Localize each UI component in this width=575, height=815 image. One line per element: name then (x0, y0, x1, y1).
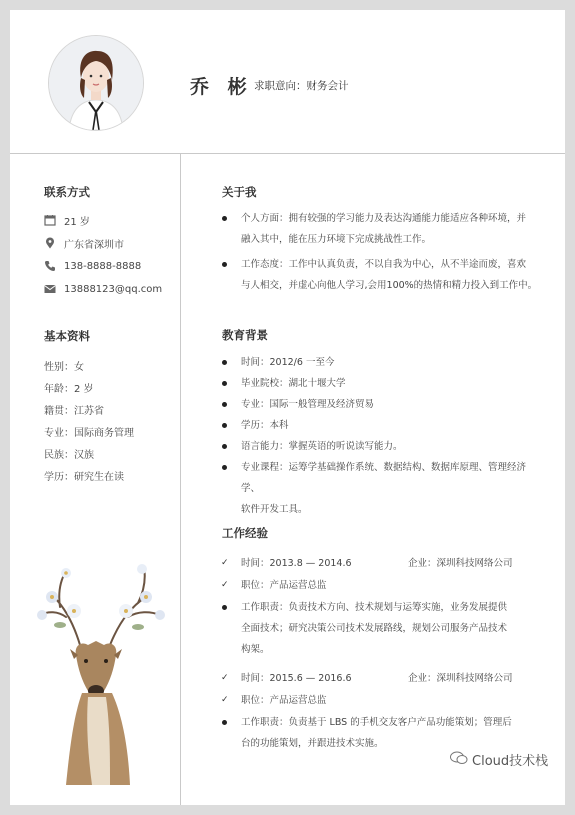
bullet-dot (222, 444, 227, 449)
job-2-duty (222, 712, 542, 754)
job-1-duty-line2: 全面技术；研究决策公司技术发展路线，规划公司服务产品技术 (241, 623, 508, 634)
basic-info-section-title: 基本资料 (44, 329, 90, 343)
email-icon (44, 283, 56, 295)
education-item-courses (222, 457, 542, 520)
about-section-title: 关于我 (222, 185, 257, 199)
job-1-time-row (222, 553, 542, 574)
contact-email: 13888123@qq.com (64, 283, 163, 295)
job-1-position-row (222, 575, 542, 596)
contact-item-age (44, 212, 90, 228)
education-item-time (222, 352, 542, 373)
job-2-company: 企业：深圳科技网络公司 (408, 673, 513, 684)
education-language: 语言能力：掌握英语的听说读写能力。 (241, 441, 403, 452)
checkmark-icon: ✓ (221, 580, 229, 590)
education-item-major (222, 394, 542, 415)
contact-section-title: 联系方式 (44, 185, 90, 199)
education-courses-line2: 软件开发工具。 (241, 504, 308, 515)
education-degree: 学历：本科 (241, 420, 289, 431)
bullet-dot (222, 423, 227, 428)
column-divider (180, 154, 181, 805)
job-1-duty-line3: 构架。 (241, 644, 270, 655)
education-item-language (222, 436, 542, 457)
contact-item-email (44, 281, 162, 297)
education-section-title: 教育背景 (222, 328, 268, 342)
job-1-company: 企业：深圳科技网络公司 (408, 558, 513, 569)
checkmark-icon: ✓ (221, 695, 229, 705)
wechat-icon (450, 751, 468, 769)
education-courses-line1: 专业课程：运筹学基础操作系统、数据结构、数据库原理、管理经济学、 (241, 462, 527, 494)
education-item-school (222, 373, 542, 394)
job-2-time: 时间：2015.6 — 2016.6 (241, 673, 352, 684)
bullet-dot (222, 720, 227, 725)
job-intent: 求职意向：财务会计 (254, 80, 349, 92)
about-item-attitude (222, 254, 542, 296)
checkmark-icon: ✓ (221, 673, 229, 683)
profile-photo (48, 35, 144, 131)
job-2-time-row (222, 668, 542, 689)
basic-info-major: 专业：国际商务管理 (44, 428, 134, 439)
resume-header (10, 10, 565, 154)
bullet-dot (222, 381, 227, 386)
contact-item-location (44, 235, 124, 251)
about-item-personal (222, 208, 542, 250)
contact-item-phone (44, 258, 141, 274)
calendar-icon (44, 214, 56, 226)
bullet-dot (222, 402, 227, 407)
job-2-duty-line1: 工作职责：负责基于 LBS 的手机交友客户产品功能策划；管理后 (241, 717, 512, 728)
bullet-dot (222, 605, 227, 610)
contact-location: 广东省深圳市 (64, 239, 124, 251)
job-1-duty (222, 597, 542, 660)
job-1-time: 时间：2013.8 — 2014.6 (241, 558, 352, 569)
about-personal-line2: 融入其中，能在压力环境下完成挑战性工作。 (241, 234, 432, 245)
contact-age: 21 岁 (64, 216, 90, 228)
job-2-position-row (222, 690, 542, 711)
bullet-dot (222, 262, 227, 267)
education-time: 时间：2012/6 一至今 (241, 357, 335, 368)
deer-illustration (30, 545, 180, 790)
phone-icon (44, 260, 56, 272)
job-1-position: 职位：产品运营总监 (241, 580, 327, 591)
contact-phone: 138-8888-8888 (64, 260, 142, 272)
about-personal-line1: 个人方面：拥有较强的学习能力及表达沟通能力能适应各种环境，并 (241, 213, 527, 224)
location-pin-icon (44, 237, 56, 249)
education-item-degree (222, 415, 542, 436)
about-attitude-line1: 工作态度：工作中认真负责，不以自我为中心，从不半途而废，喜欢 (241, 259, 527, 270)
bullet-dot (222, 360, 227, 365)
job-1-duty-line1: 工作职责：负责技术方向、技术规划与运筹实施，业务发展提供 (241, 602, 508, 613)
job-2-duty-line2: 台的功能策划，并跟进技术实施。 (241, 738, 384, 749)
about-attitude-line2: 与人相交，并虚心向他人学习,会用100%的热情和精力投入到工作中。 (241, 280, 538, 291)
job-2-position: 职位：产品运营总监 (241, 695, 327, 706)
basic-info-age: 年龄：2 岁 (44, 384, 94, 395)
work-section-title: 工作经验 (222, 526, 268, 540)
resume-page (10, 10, 565, 805)
checkmark-icon: ✓ (221, 558, 229, 568)
education-school: 毕业院校：湖北十堰大学 (241, 378, 346, 389)
basic-info-degree: 学历：研究生在读 (44, 472, 124, 483)
basic-info-hometown: 籍贯：江苏省 (44, 406, 104, 417)
education-major: 专业：国际一般管理及经济贸易 (241, 399, 375, 410)
basic-info-ethnicity: 民族：汉族 (44, 450, 94, 461)
watermark-text: Cloud技术栈 (472, 754, 549, 769)
watermark (450, 750, 548, 769)
basic-info-gender: 性别：女 (44, 362, 84, 373)
bullet-dot (222, 465, 227, 470)
candidate-name: 乔 彬 (190, 76, 253, 98)
bullet-dot (222, 216, 227, 221)
